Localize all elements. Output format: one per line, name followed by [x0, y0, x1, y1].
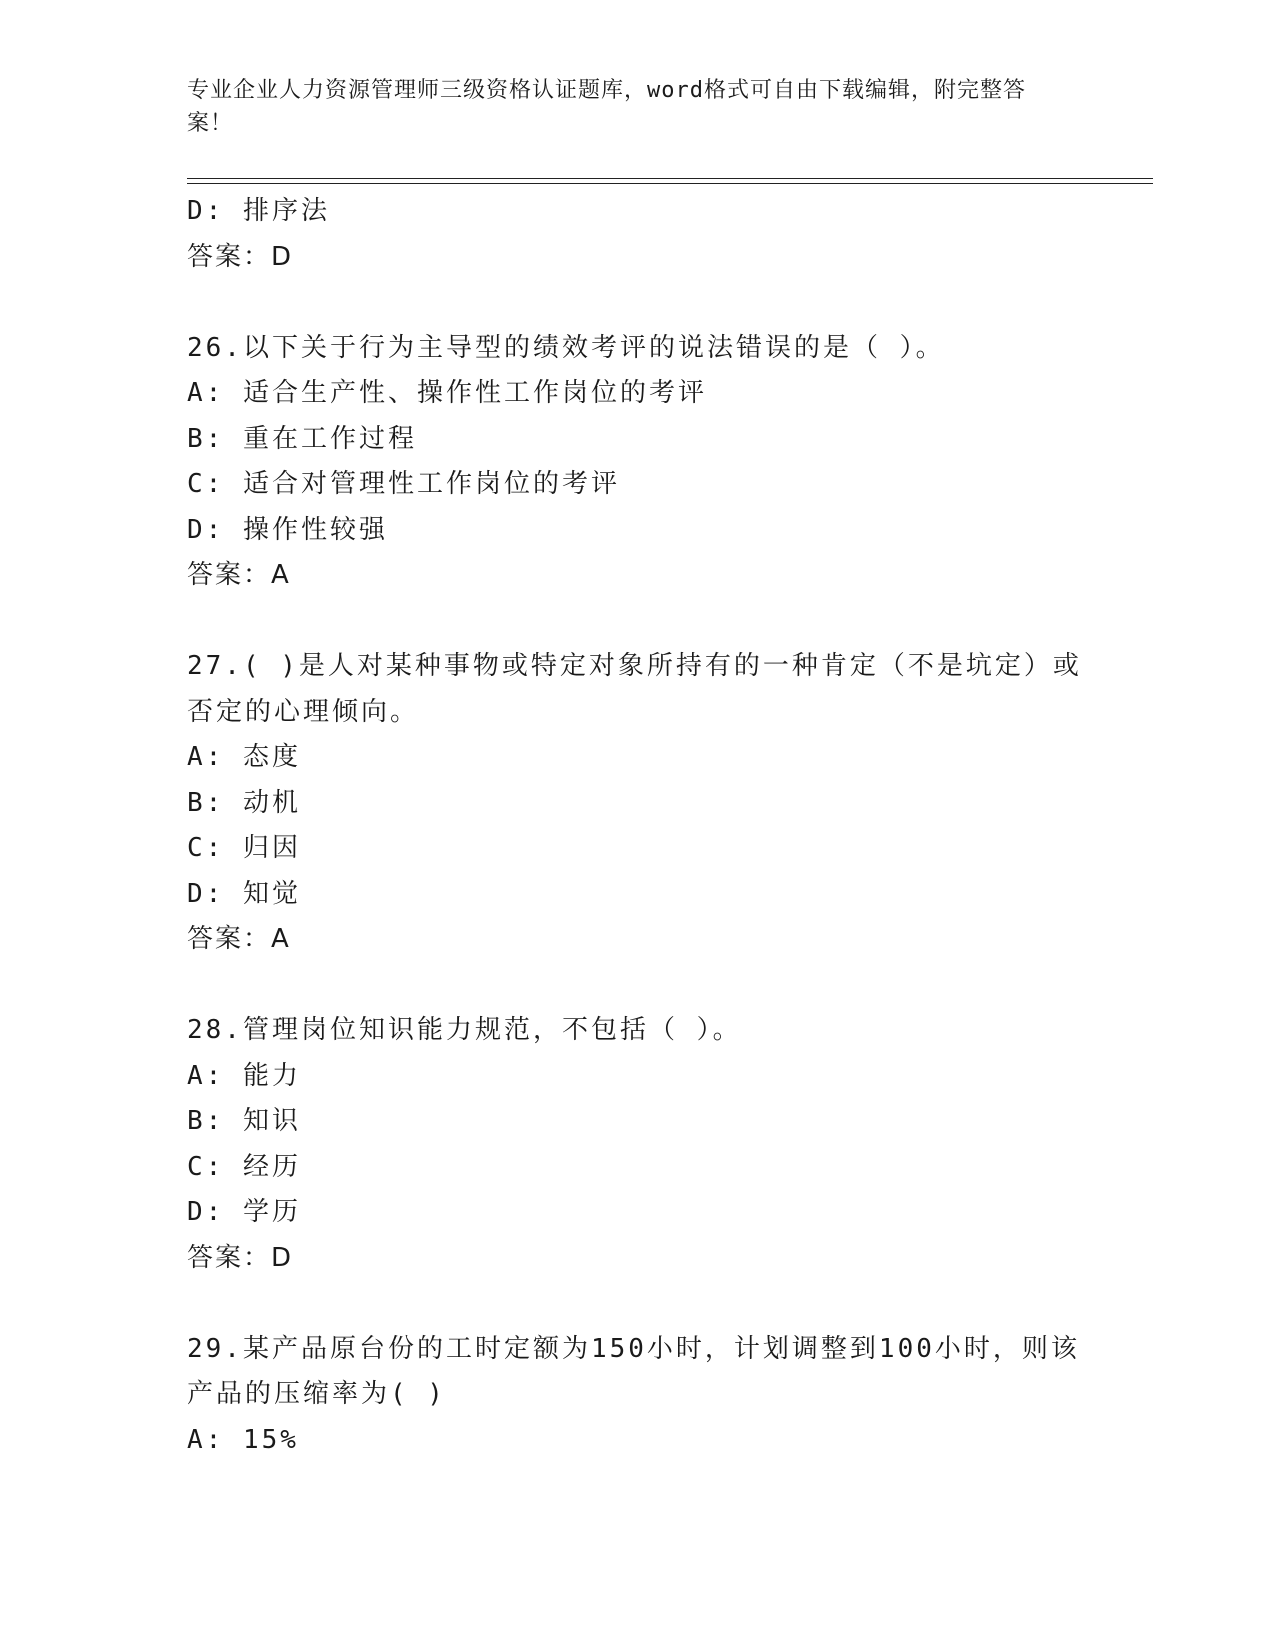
question-spacer	[187, 963, 1087, 1009]
option-line: A: 适合生产性、操作性工作岗位的考评	[187, 378, 707, 408]
option-line: B: 动机	[187, 787, 301, 818]
header-divider-top	[187, 178, 1153, 179]
answer-line: 答案：A	[187, 924, 291, 954]
question-text: 产品的压缩率为( )	[187, 1379, 446, 1409]
question-text: 否定的心理倾向。	[187, 696, 420, 727]
option-line: D: 学历	[187, 1197, 301, 1227]
option-line: D: 排序法	[187, 196, 330, 226]
question-text: 26.以下关于行为主导型的绩效考评的说法错误的是（ ）。	[187, 332, 945, 363]
question-spacer	[187, 280, 1087, 326]
option-line: B: 知识	[187, 1106, 301, 1136]
header-divider-bottom	[187, 183, 1153, 184]
question-text: 29.某产品原台份的工时定额为150小时，计划调整到100小时，则该	[187, 1333, 1080, 1364]
question-list	[187, 189, 1087, 1463]
question-text: 28.管理岗位知识能力规范，不包括（ ）。	[187, 1015, 742, 1045]
answer-line: 答案：D	[187, 241, 294, 272]
option-line: C: 经历	[187, 1151, 301, 1182]
question-text: 27.( )是人对某种事物或特定对象所持有的一种肯定（不是坑定）或	[187, 651, 1082, 681]
answer-line: 答案：A	[187, 560, 291, 590]
question-spacer	[187, 599, 1087, 645]
option-line: A: 15%	[187, 1424, 299, 1455]
answer-line: 答案：D	[187, 1242, 294, 1273]
option-line: A: 态度	[187, 742, 301, 772]
option-line: C: 适合对管理性工作岗位的考评	[187, 469, 620, 499]
option-line: B: 重在工作过程	[187, 423, 417, 454]
option-line: C: 归因	[187, 833, 301, 863]
question-spacer	[187, 1281, 1087, 1327]
option-line: D: 操作性较强	[187, 514, 388, 545]
option-line: A: 能力	[187, 1060, 301, 1091]
page-header: 专业企业人力资源管理师三级资格认证题库，word格式可自由下载编辑，附完整答案！	[187, 78, 1026, 136]
option-line: D: 知觉	[187, 878, 301, 909]
